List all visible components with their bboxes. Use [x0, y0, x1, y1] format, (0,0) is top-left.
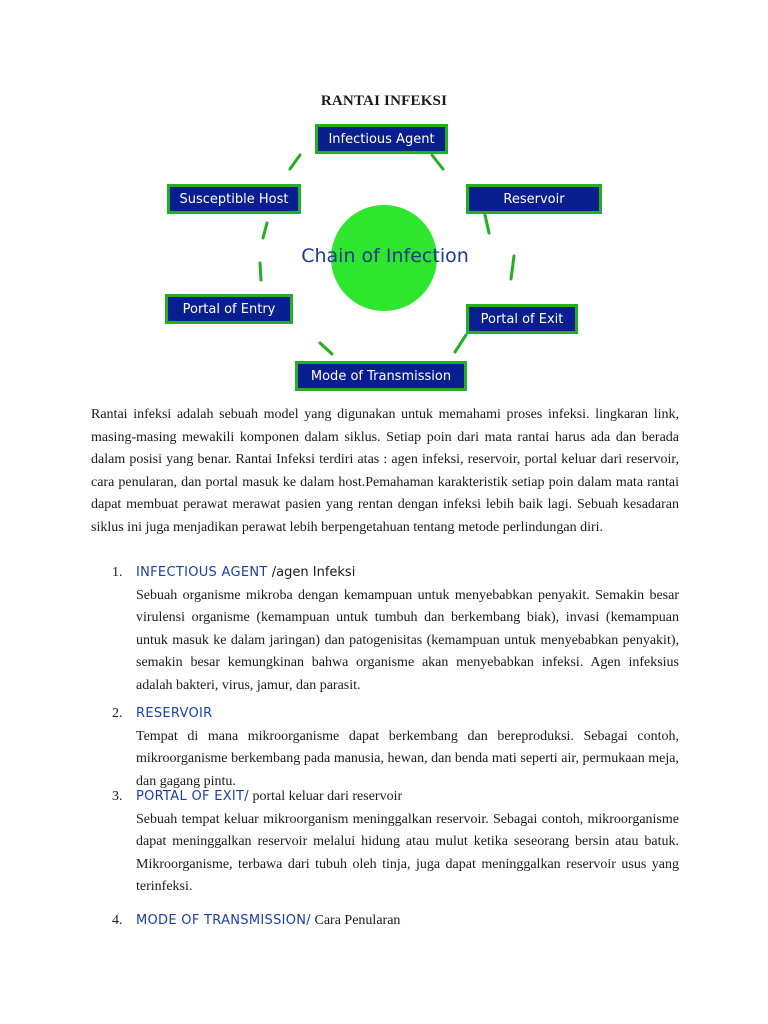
chain-of-infection-diagram [150, 118, 620, 398]
document-title: RANTAI INFEKSI [320, 93, 448, 109]
list-body: Tempat di mana mikroorganisme dapat berkembang dan bereproduksi. Sebagai contoh, mikroorganisme berkembang pada manusia, hewan, dan benda mati seperti air, permukaan meja, dan gagang pintu. [136, 728, 679, 789]
center-label: Chain of Infection [301, 245, 469, 267]
node-reservoir: Reservoir [466, 184, 602, 214]
list-heading [136, 910, 400, 933]
list-number: 2. [112, 706, 123, 721]
list-subtitle: Cara Penularan [311, 913, 401, 928]
node-susceptible-host: Susceptible Host [167, 184, 301, 214]
list-subtitle: /agen Infeksi [267, 565, 356, 580]
arrow-segment [320, 343, 332, 354]
arrow-segment [290, 155, 300, 169]
list-keyword: INFECTIOUS AGENT [136, 565, 268, 580]
arrow-segment [485, 215, 489, 233]
list-number: 3. [112, 789, 123, 804]
list-keyword: RESERVOIR [136, 706, 213, 721]
arrow-segment [432, 155, 443, 169]
node-portal-of-entry: Portal of Entry [165, 294, 293, 324]
arrow-segment [260, 263, 261, 280]
list-keyword: MODE OF TRANSMISSION/ [136, 913, 311, 928]
list-keyword: PORTAL OF EXIT/ [136, 789, 249, 804]
arrow-segment [511, 256, 514, 279]
list-heading [136, 703, 213, 726]
arrow-segment [263, 223, 267, 238]
node-infectious-agent: Infectious Agent [315, 124, 448, 154]
node-portal-of-exit: Portal of Exit [466, 304, 578, 334]
list-heading [136, 786, 402, 809]
list-number: 4. [112, 913, 123, 928]
list-number: 1. [112, 565, 123, 580]
intro-paragraph: Rantai infeksi adalah sebuah model yang digunakan untuk memahami proses infeksi. lingkaran link, masing-masing mewakili komponen dalam siklus. Setiap poin dari mata rantai harus ada dan berada dalam posisi yang benar. Rantai Infeksi terdiri atas : agen infeksi, reservoir, portal keluar dari reservoir, cara penularan, dan portal masuk ke dalam host.Pemahaman karakteristik setiap poin dalam mata rantai dapat membuat perawat merawat pasien yang rentan dengan infeksi lebih baik lagi. Sebuah kesadaran siklus ini juga menjadikan perawat lebih berpengetahuan tentang metode perlindungan diri. [91, 407, 679, 535]
arrow-segment [455, 335, 466, 352]
list-heading [136, 562, 355, 585]
list-body: Sebuah tempat keluar mikroorganism meninggalkan reservoir. Sebagai contoh, mikroorganisme dapat meninggalkan reservoir melalui hidung atau mulut ketika seseorang bersin atau batuk. Mikroorganisme, terbawa dari tubuh oleh tinja, juga dapat meninggalkan reservoir usus yang terinfeksi. [136, 811, 679, 894]
list-body: Sebuah organisme mikroba dengan kemampuan untuk menyebabkan penyakit. Semakin besar virulensi organisme (kemampuan untuk tumbuh dan berkembang biak), invasi (kemampuan untuk masuk ke dalam jaringan) dan patogenisitas (kemampuan untuk menyebabkan penyakit), semakin besar kemungkinan bahwa organisme akan menyebabkan infeksi. Agen infeksius adalah bakteri, virus, jamur, dan parasit. [136, 587, 679, 693]
node-mode-of-transmission: Mode of Transmission [295, 361, 467, 391]
list-subtitle: portal keluar dari reservoir [248, 789, 403, 804]
